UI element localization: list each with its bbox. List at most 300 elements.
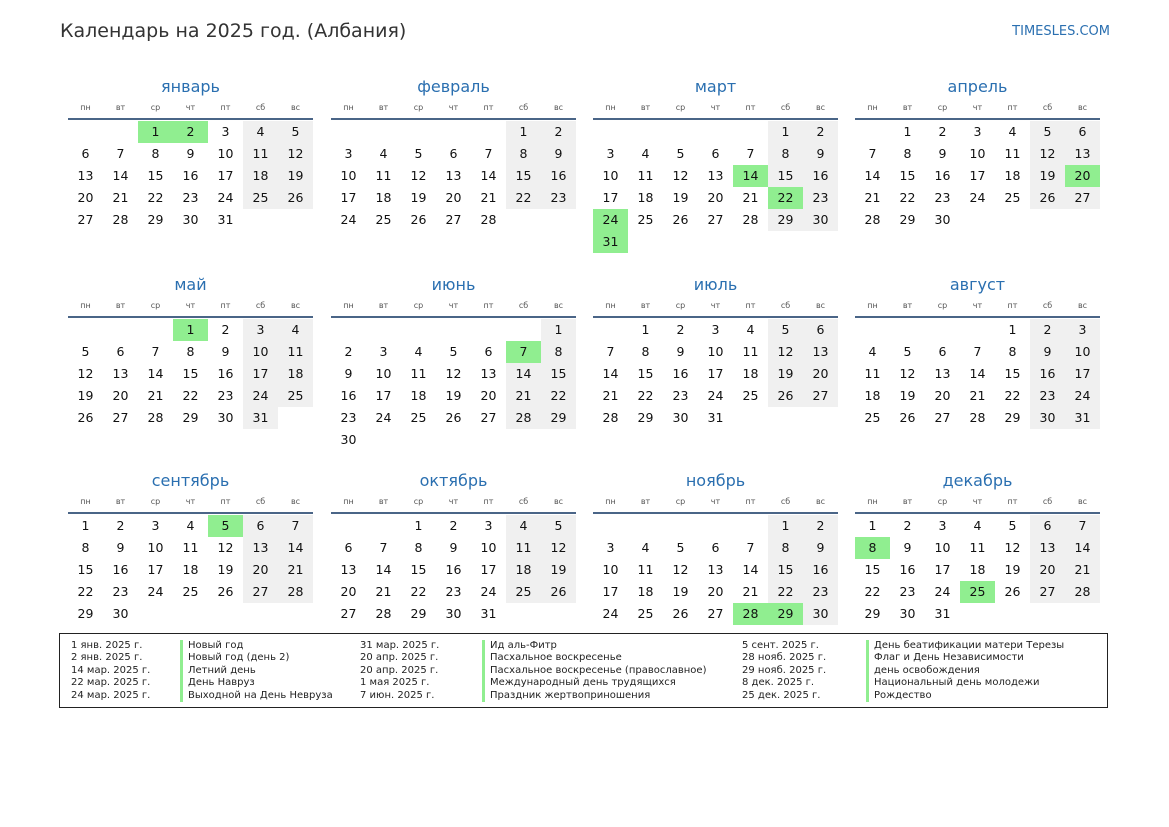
day-cell: 12: [1004, 540, 1021, 555]
day-cell: 10: [147, 540, 164, 555]
day-cell: 13: [480, 366, 497, 381]
day-cell: 30: [112, 606, 129, 621]
day-cell: 5: [676, 540, 685, 555]
day-cell: 6: [243, 515, 278, 537]
legend-name: Новый год (день 2): [180, 652, 333, 664]
day-cell: 4: [506, 515, 541, 537]
legend-name: День Навруз: [180, 677, 333, 689]
day-cell: 1: [541, 319, 576, 341]
site-link[interactable]: TIMESLES.COM: [1012, 24, 1110, 39]
day-cell: 11: [182, 540, 199, 555]
day-cell: 14: [969, 366, 986, 381]
day-cell: 15: [410, 562, 427, 577]
weekday-label: пт: [745, 103, 756, 112]
day-cell: 30: [934, 212, 951, 227]
weekday-label: чт: [972, 103, 983, 112]
empty-cell: [628, 515, 663, 537]
empty-cell: [855, 319, 890, 341]
day-cell: 12: [1030, 143, 1065, 165]
day-cell: 26: [278, 187, 313, 209]
day-cell: 20: [445, 190, 462, 205]
day-cell: 20: [77, 190, 94, 205]
day-cell: 23: [182, 190, 199, 205]
month-name: ноябрь: [685, 471, 746, 490]
day-cell: 3: [973, 124, 982, 139]
day-cell: 26: [217, 584, 234, 599]
day-cell: 18: [410, 388, 427, 403]
day-cell: 16: [340, 388, 357, 403]
day-cell: 9: [803, 537, 838, 559]
day-cell: 22: [899, 190, 916, 205]
day-cell: 27: [340, 606, 357, 621]
day-cell: 27: [803, 385, 838, 407]
empty-cell: [733, 121, 768, 143]
month-name: декабрь: [942, 471, 1013, 490]
legend-date: 14 мар. 2025 г.: [71, 664, 151, 676]
day-cell: 28: [969, 410, 986, 425]
weekday-label: сб: [780, 103, 791, 112]
day-cell: 4: [379, 146, 388, 161]
day-cell: 19: [672, 584, 689, 599]
day-cell: 3: [484, 518, 493, 533]
day-cell: 17: [1065, 363, 1100, 385]
day-cell: 15: [864, 562, 881, 577]
day-cell: 28: [1065, 581, 1100, 603]
day-cell: 2: [1030, 319, 1065, 341]
legend-name: Флаг и День Независимости: [866, 652, 1064, 664]
day-cell: 25: [243, 187, 278, 209]
empty-cell: [401, 319, 436, 341]
weekday-label: вт: [640, 497, 651, 506]
day-cell: 25: [278, 385, 313, 407]
empty-cell: [366, 515, 401, 537]
day-cell: 8: [541, 341, 576, 363]
day-cell: 24: [375, 410, 392, 425]
weekday-label: пн: [867, 103, 878, 112]
day-cell: 25: [1004, 190, 1021, 205]
day-cell: 9: [903, 540, 912, 555]
holiday-day-cell: 25: [960, 581, 995, 603]
day-cell: 1: [641, 322, 650, 337]
day-cell: 22: [506, 187, 541, 209]
day-cell: 17: [340, 190, 357, 205]
holiday-day-cell: 1: [173, 319, 208, 341]
legend-date: 20 апр. 2025 г.: [360, 664, 439, 676]
day-cell: 26: [1004, 584, 1021, 599]
day-cell: 13: [934, 366, 951, 381]
day-cell: 1: [81, 518, 90, 533]
day-cell: 8: [903, 146, 912, 161]
day-cell: 23: [112, 584, 129, 599]
day-cell: 25: [637, 606, 654, 621]
day-cell: 13: [1065, 143, 1100, 165]
holiday-day-cell: 2: [173, 121, 208, 143]
day-cell: 20: [480, 388, 497, 403]
weekday-label: вс: [815, 301, 826, 310]
day-cell: 24: [147, 584, 164, 599]
day-cell: 24: [1065, 385, 1100, 407]
day-cell: 21: [147, 388, 164, 403]
day-cell: 7: [973, 344, 982, 359]
day-cell: 10: [934, 540, 951, 555]
empty-cell: [733, 515, 768, 537]
day-cell: 17: [243, 363, 278, 385]
day-cell: 27: [707, 606, 724, 621]
weekday-label: вс: [815, 103, 826, 112]
day-cell: 8: [1008, 344, 1017, 359]
day-cell: 10: [217, 146, 234, 161]
day-cell: 5: [278, 121, 313, 143]
day-cell: 7: [278, 515, 313, 537]
day-cell: 19: [768, 363, 803, 385]
empty-cell: [960, 319, 995, 341]
month-calendar: [593, 271, 838, 429]
day-cell: 15: [506, 165, 541, 187]
legend-name: Ид аль-Фитр: [482, 640, 706, 652]
day-cell: 9: [541, 143, 576, 165]
weekday-label: чт: [185, 103, 196, 112]
day-cell: 4: [641, 146, 650, 161]
weekday-label: вт: [640, 301, 651, 310]
day-cell: 27: [112, 410, 129, 425]
day-cell: 27: [1030, 581, 1065, 603]
day-cell: 6: [803, 319, 838, 341]
day-cell: 18: [506, 559, 541, 581]
month-name: сентябрь: [151, 471, 230, 490]
day-cell: 13: [1030, 537, 1065, 559]
empty-cell: [925, 319, 960, 341]
weekday-label: пн: [867, 497, 878, 506]
holiday-legend: [59, 633, 1108, 708]
day-cell: 11: [1004, 146, 1021, 161]
weekday-label: пт: [1007, 301, 1018, 310]
weekday-header: [331, 100, 576, 120]
weekday-header: [593, 494, 838, 514]
day-cell: 24: [602, 606, 619, 621]
day-cell: 28: [278, 581, 313, 603]
day-cell: 28: [602, 410, 619, 425]
day-cell: 18: [637, 190, 654, 205]
weekday-label: пт: [1007, 497, 1018, 506]
days-grid: [68, 319, 313, 429]
empty-cell: [506, 319, 541, 341]
weekday-header: [331, 494, 576, 514]
day-cell: 8: [151, 146, 160, 161]
weekday-label: пт: [483, 301, 494, 310]
day-cell: 4: [278, 319, 313, 341]
legend-dates-col1: [71, 640, 150, 702]
day-cell: 24: [340, 212, 357, 227]
day-cell: 19: [672, 190, 689, 205]
day-cell: 8: [186, 344, 195, 359]
day-cell: 21: [278, 559, 313, 581]
weekday-header: [855, 494, 1100, 514]
month-calendar: [855, 73, 1100, 231]
weekday-label: чт: [185, 497, 196, 506]
day-cell: 23: [541, 187, 576, 209]
weekday-label: пн: [343, 301, 354, 310]
day-cell: 28: [864, 212, 881, 227]
day-cell: 19: [410, 190, 427, 205]
day-cell: 20: [243, 559, 278, 581]
day-cell: 18: [243, 165, 278, 187]
day-cell: 9: [116, 540, 125, 555]
day-cell: 6: [449, 146, 458, 161]
day-cell: 4: [868, 344, 877, 359]
day-cell: 23: [672, 388, 689, 403]
weekday-label: пт: [483, 103, 494, 112]
day-cell: 19: [278, 165, 313, 187]
day-cell: 28: [480, 212, 497, 227]
day-cell: 4: [186, 518, 195, 533]
day-cell: 6: [711, 146, 720, 161]
weekday-header: [855, 298, 1100, 318]
day-cell: 24: [934, 584, 951, 599]
empty-cell: [103, 121, 138, 143]
weekday-header: [68, 298, 313, 318]
weekday-label: пн: [80, 497, 91, 506]
holiday-day-cell: 14: [733, 165, 768, 187]
day-cell: 28: [375, 606, 392, 621]
weekday-label: пн: [867, 301, 878, 310]
weekday-label: сб: [780, 301, 791, 310]
day-cell: 23: [934, 190, 951, 205]
day-cell: 20: [707, 584, 724, 599]
day-cell: 16: [445, 562, 462, 577]
month-name: июнь: [431, 275, 476, 294]
day-cell: 11: [742, 344, 759, 359]
weekday-label: вс: [290, 497, 301, 506]
day-cell: 17: [217, 168, 234, 183]
day-cell: 12: [410, 168, 427, 183]
day-cell: 1: [506, 121, 541, 143]
day-cell: 1: [868, 518, 877, 533]
day-cell: 29: [410, 606, 427, 621]
empty-cell: [436, 121, 471, 143]
legend-date: 2 янв. 2025 г.: [71, 652, 143, 664]
day-cell: 9: [344, 366, 353, 381]
day-cell: 29: [637, 410, 654, 425]
day-cell: 10: [969, 146, 986, 161]
day-cell: 21: [864, 190, 881, 205]
day-cell: 1: [1008, 322, 1017, 337]
day-cell: 5: [541, 515, 576, 537]
weekday-label: чт: [448, 103, 459, 112]
day-cell: 19: [541, 559, 576, 581]
day-cell: 23: [803, 581, 838, 603]
day-cell: 3: [344, 146, 353, 161]
day-cell: 15: [182, 366, 199, 381]
day-cell: 5: [1030, 121, 1065, 143]
empty-cell: [366, 121, 401, 143]
day-cell: 19: [77, 388, 94, 403]
day-cell: 11: [637, 168, 654, 183]
weekday-label: пн: [80, 301, 91, 310]
empty-cell: [471, 121, 506, 143]
day-cell: 31: [243, 407, 278, 429]
day-cell: 18: [637, 584, 654, 599]
empty-cell: [593, 515, 628, 537]
weekday-label: пн: [343, 497, 354, 506]
month-calendar: [68, 271, 313, 429]
weekday-header: [331, 298, 576, 318]
holiday-day-cell: 7: [506, 341, 541, 363]
legend-dates-col2: [360, 640, 439, 702]
day-cell: 7: [868, 146, 877, 161]
day-cell: 12: [541, 537, 576, 559]
day-cell: 3: [379, 344, 388, 359]
weekday-label: чт: [710, 103, 721, 112]
empty-cell: [331, 515, 366, 537]
empty-cell: [103, 319, 138, 341]
day-cell: 22: [77, 584, 94, 599]
day-cell: 5: [676, 146, 685, 161]
day-cell: 30: [445, 606, 462, 621]
day-cell: 2: [449, 518, 458, 533]
day-cell: 12: [278, 143, 313, 165]
day-cell: 13: [445, 168, 462, 183]
weekday-label: вт: [378, 301, 389, 310]
legend-date: 24 мар. 2025 г.: [71, 689, 151, 701]
weekday-label: сб: [780, 497, 791, 506]
day-cell: 29: [77, 606, 94, 621]
empty-cell: [593, 121, 628, 143]
day-cell: 3: [711, 322, 720, 337]
weekday-label: пт: [483, 497, 494, 506]
day-cell: 19: [445, 388, 462, 403]
empty-cell: [68, 319, 103, 341]
day-cell: 17: [602, 584, 619, 599]
day-cell: 22: [147, 190, 164, 205]
day-cell: 20: [934, 388, 951, 403]
legend-date: 8 дек. 2025 г.: [742, 677, 815, 689]
weekday-header: [68, 100, 313, 120]
legend-date: 1 мая 2025 г.: [360, 677, 430, 689]
empty-cell: [855, 121, 890, 143]
day-cell: 16: [182, 168, 199, 183]
weekday-label: чт: [710, 301, 721, 310]
holiday-day-cell: 8: [855, 537, 890, 559]
day-cell: 26: [672, 606, 689, 621]
month-name: июль: [693, 275, 738, 294]
day-cell: 29: [864, 606, 881, 621]
day-cell: 7: [151, 344, 160, 359]
weekday-label: чт: [710, 497, 721, 506]
day-cell: 17: [375, 388, 392, 403]
day-cell: 12: [672, 562, 689, 577]
day-cell: 13: [243, 537, 278, 559]
weekday-label: пт: [220, 103, 231, 112]
day-cell: 2: [116, 518, 125, 533]
weekday-header: [593, 100, 838, 120]
day-cell: 10: [375, 366, 392, 381]
day-cell: 2: [676, 322, 685, 337]
legend-date: 22 мар. 2025 г.: [71, 677, 151, 689]
empty-cell: [663, 121, 698, 143]
day-cell: 16: [1030, 363, 1065, 385]
holiday-day-cell: 29: [768, 603, 803, 625]
day-cell: 24: [243, 385, 278, 407]
day-cell: 10: [480, 540, 497, 555]
weekday-label: пт: [220, 301, 231, 310]
empty-cell: [331, 319, 366, 341]
day-cell: 29: [182, 410, 199, 425]
day-cell: 31: [217, 212, 234, 227]
day-cell: 15: [1004, 366, 1021, 381]
day-cell: 14: [278, 537, 313, 559]
day-cell: 11: [278, 341, 313, 363]
legend-name: Новый год: [180, 640, 333, 652]
day-cell: 14: [112, 168, 129, 183]
day-cell: 10: [340, 168, 357, 183]
day-cell: 30: [182, 212, 199, 227]
day-cell: 22: [410, 584, 427, 599]
weekday-label: сб: [255, 301, 266, 310]
weekday-label: пт: [220, 497, 231, 506]
month-calendar: [855, 271, 1100, 429]
day-cell: 22: [637, 388, 654, 403]
weekday-label: пт: [1007, 103, 1018, 112]
weekday-label: вт: [902, 103, 913, 112]
days-grid: [593, 121, 838, 253]
legend-name: Пасхальное воскресенье (православное): [482, 665, 706, 677]
month-calendar: [593, 467, 838, 625]
holiday-day-cell: 1: [138, 121, 173, 143]
day-cell: 5: [414, 146, 423, 161]
day-cell: 8: [768, 537, 803, 559]
weekday-label: ср: [150, 103, 161, 112]
day-cell: 16: [672, 366, 689, 381]
weekday-header: [68, 494, 313, 514]
days-grid: [855, 515, 1100, 625]
day-cell: 2: [938, 124, 947, 139]
day-cell: 9: [221, 344, 230, 359]
weekday-label: пт: [745, 497, 756, 506]
day-cell: 13: [707, 562, 724, 577]
day-cell: 18: [864, 388, 881, 403]
day-cell: 6: [116, 344, 125, 359]
legend-name: Праздник жертвоприношения: [482, 690, 706, 702]
day-cell: 29: [1004, 410, 1021, 425]
weekday-label: пн: [605, 103, 616, 112]
day-cell: 14: [147, 366, 164, 381]
day-cell: 31: [1065, 407, 1100, 429]
empty-cell: [663, 515, 698, 537]
empty-cell: [698, 121, 733, 143]
day-cell: 18: [182, 562, 199, 577]
day-cell: 13: [112, 366, 129, 381]
day-cell: 3: [606, 146, 615, 161]
day-cell: 30: [803, 209, 838, 231]
day-cell: 21: [742, 584, 759, 599]
day-cell: 31: [934, 606, 951, 621]
day-cell: 3: [606, 540, 615, 555]
day-cell: 30: [672, 410, 689, 425]
day-cell: 22: [182, 388, 199, 403]
day-cell: 31: [480, 606, 497, 621]
day-cell: 5: [1008, 518, 1017, 533]
weekday-label: вс: [553, 103, 564, 112]
weekday-label: ср: [150, 301, 161, 310]
day-cell: 25: [182, 584, 199, 599]
day-cell: 15: [77, 562, 94, 577]
weekday-label: сб: [518, 103, 529, 112]
day-cell: 8: [81, 540, 90, 555]
month-calendar: [593, 73, 838, 253]
day-cell: 31: [707, 410, 724, 425]
day-cell: 21: [1065, 559, 1100, 581]
day-cell: 11: [410, 366, 427, 381]
